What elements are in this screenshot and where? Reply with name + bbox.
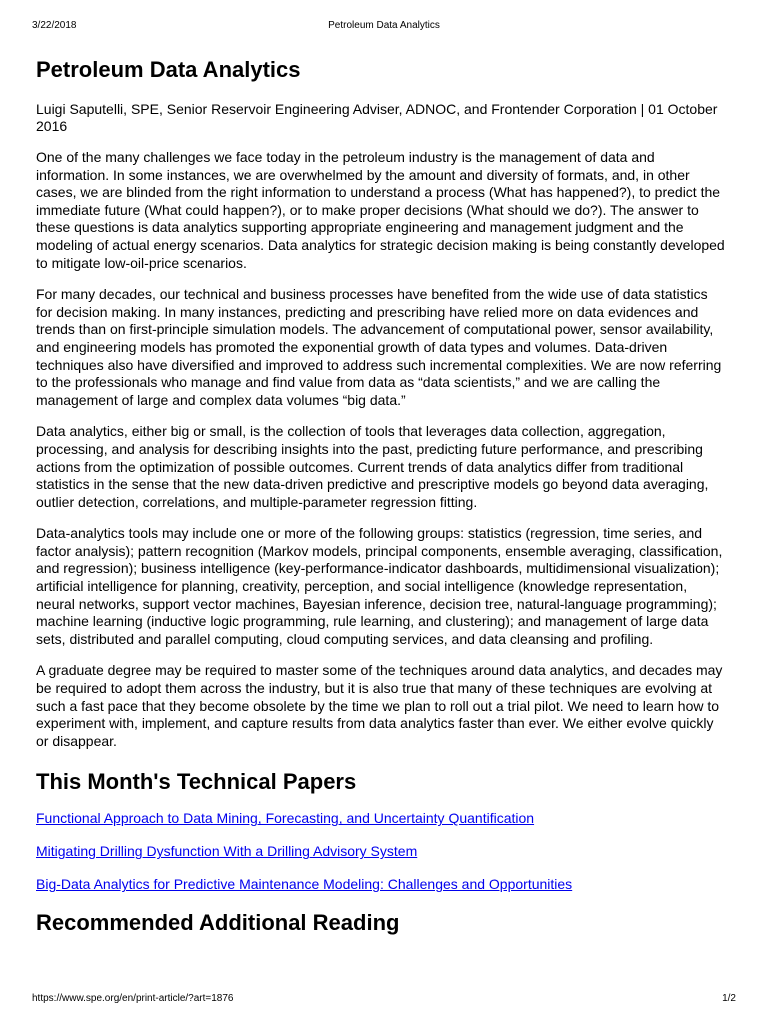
article-paragraph: Data analytics, either big or small, is the collection of tools that leverages data collection, aggregation, processing, and analysis for describing insights into the past, predicting future performance, and prescribing actions from the optimization of possible outcomes. Current trends of data analytics differ from traditional statistics in the sense that the new data-driven predictive and prescriptive models go beyond data averaging, outlier detection, correlations, and multiple-parameter regression fitting. bbox=[36, 423, 709, 510]
article-byline: Luigi Saputelli, SPE, Senior Reservoir Engineering Adviser, ADNOC, and Frontender Corporation | 01 October 2016 bbox=[36, 101, 718, 134]
recommended-reading-heading: Recommended Additional Reading bbox=[36, 910, 400, 936]
article-paragraph: A graduate degree may be required to master some of the techniques around data analytics, and decades may be required to adopt them across the industry, but it is also true that many of these techniques are evolving at such a fast pace that they become obsolete by the time we plan to roll out a trial pilot. We need to learn how to experiment with, implement, and capture results from data analytics faster than ever. We either evolve quickly or disappear. bbox=[36, 662, 723, 749]
print-document-title: Petroleum Data Analytics bbox=[328, 20, 440, 31]
print-date: 3/22/2018 bbox=[32, 20, 77, 31]
article-paragraph: One of the many challenges we face today in the petroleum industry is the management of data and information. In some instances, we are overwhelmed by the amount and diversity of formats, and, in other cases, we are blinded from the right information to understand a process (What has happened?), to predict the immediate future (What could happen?), or to make proper decisions (What should we do?). The answer to these questions is data analytics supporting appropriate engineering and management judgment and the modeling of actual energy scenarios. Data analytics for strategic decision making is being constantly developed to mitigate low-oil-price scenarios. bbox=[36, 149, 725, 271]
article-title: Petroleum Data Analytics bbox=[36, 57, 301, 82]
technical-papers-heading: This Month's Technical Papers bbox=[36, 769, 357, 795]
article-paragraph: Data-analytics tools may include one or more of the following groups: statistics (regression, time series, and factor analysis); pattern recognition (Markov models, principal components, ensemble averaging, classification, and regression); business intelligence (key-performance-indicator dashboards, multidimensional visualization); artificial intelligence for planning, creativity, perception, and social intelligence (knowledge representation, neural networks, support vector machines, Bayesian inference, decision tree, natural-language programming); machine learning (inductive logic programming, rule learning, and clustering); and management of large data sets, distributed and parallel computing, cloud computing services, and data cleansing and profiling. bbox=[36, 525, 723, 647]
paper-link-data-mining[interactable]: Functional Approach to Data Mining, Forecasting, and Uncertainty Quantification bbox=[36, 810, 535, 827]
technical-papers-list bbox=[36, 810, 726, 893]
print-header bbox=[32, 19, 736, 33]
print-url: https://www.spe.org/en/print-article/?art=1876 bbox=[32, 993, 234, 1004]
paper-link-drilling-advisory[interactable]: Mitigating Drilling Dysfunction With a Drilling Advisory System bbox=[36, 843, 418, 860]
article-paragraph: For many decades, our technical and business processes have benefited from the wide use of data statistics for decision making. In many instances, predicting and prescribing have relied more on data evidences and trends than on first-principle simulation models. The advancement of computational power, sensor availability, and engineering models has promoted the exponential growth of data types and volumes. Data-driven techniques also have diversified and improved to address such incremental complexities. We are now referring to the professionals who manage and find value from data as “data scientists,” and we are calling the management of large and complex data volumes “big data.” bbox=[36, 286, 722, 408]
paper-link-predictive-maintenance[interactable]: Big-Data Analytics for Predictive Maintenance Modeling: Challenges and Opportunities bbox=[36, 876, 573, 893]
page-number: 1/2 bbox=[722, 993, 736, 1004]
article-content bbox=[36, 56, 726, 937]
print-footer bbox=[32, 992, 736, 1006]
